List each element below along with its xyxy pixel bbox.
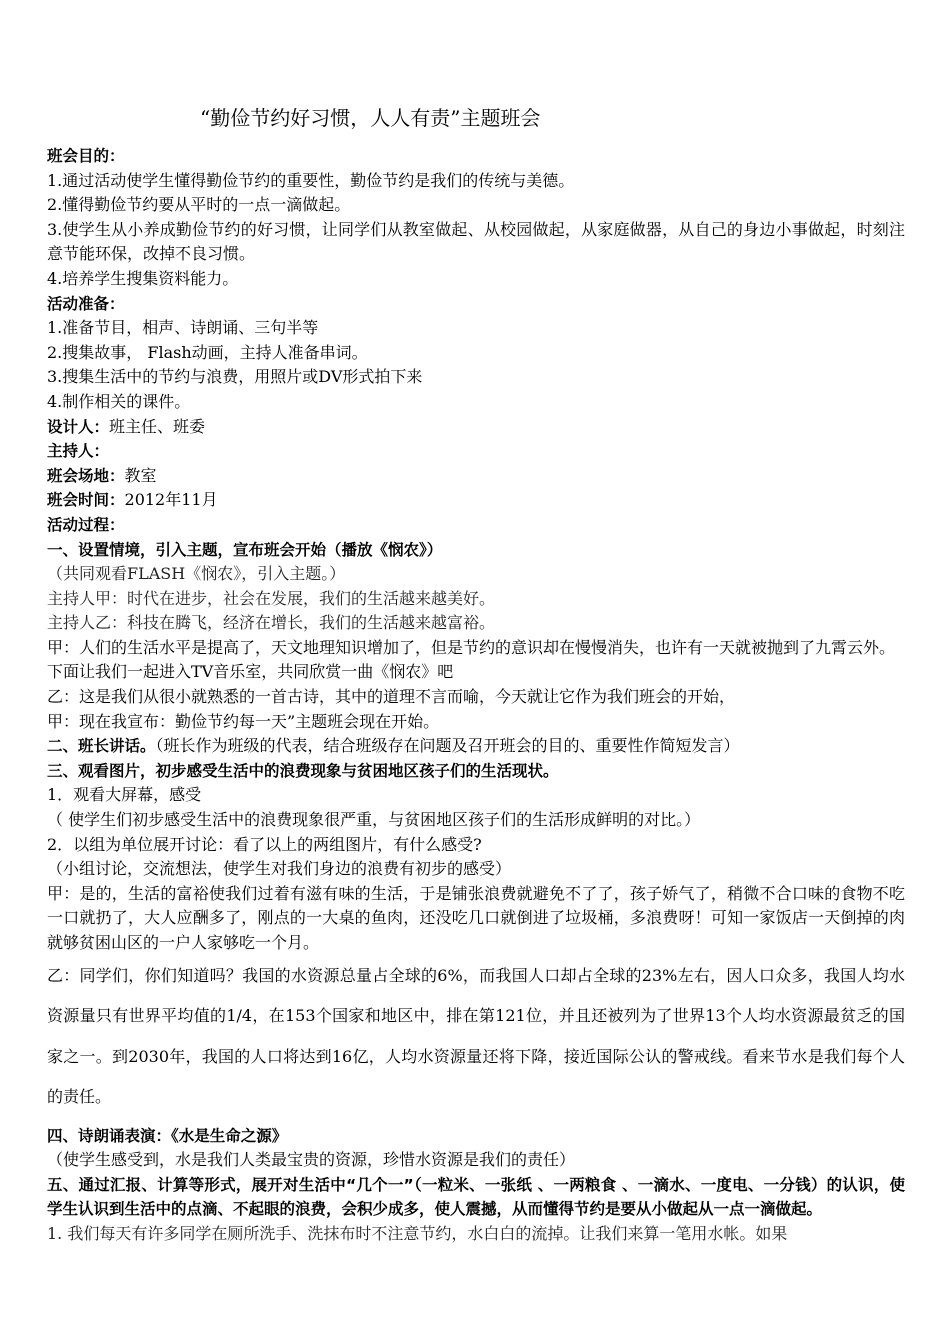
prep-item: 1.准备节目，相声、诗朗诵、三句半等 — [47, 318, 319, 338]
section5-line: 1. 我们每天有许多同学在厕所洗手、洗抹布时不注意节约，水白白的流掉。让我们来算一笔用水帐。如果 — [47, 1223, 788, 1243]
host-label: 主持人： — [47, 442, 110, 461]
venue-value: 教室 — [124, 465, 157, 485]
section1-line: 主持人甲：时代在进步，社会在发展，我们的生活越来越美好。 — [47, 588, 496, 608]
designer-row — [47, 415, 905, 440]
time-label: 班会时间： — [47, 491, 125, 510]
purpose-item: 3.使学生从小养成勤俭节约的好习惯，让同学们从教室做起、从校园做起，从家庭做器，从自己的身边小事做起，时刻注意节能环保，改掉不良习惯。 — [47, 219, 905, 264]
section4-note: （使学生感受到，水是我们人类最宝贵的资源，珍惜水资源是我们的责任） — [47, 1150, 576, 1170]
purpose-item: 4.培养学生搜集资料能力。 — [47, 268, 239, 288]
section3-line: （ 使学生们初步感受生活中的浪费现象很严重，与贫困地区孩子们的生活形成鲜明的对比。） — [47, 810, 701, 830]
section1-line: 甲：现在我宣布：勤俭节约每一天”主题班会现在开始。 — [47, 711, 440, 731]
section3-line: 甲：是的，生活的富裕使我们过着有滋有味的生活，于是铺张浪费就避免不了了，孩子娇气了，稍微不合口味的食物不吃一口就扔了，大人应酬多了，刚点的一大桌的鱼肉，还没吃几口就倒进了垃圾桶，多浪费呀！可知一家饭店一天倒掉的肉就够贫困山区的一户人家够吃一个月。 — [47, 883, 905, 952]
time-value: 2012年11月 — [124, 490, 218, 510]
section3-line: （小组讨论，交流想法，使学生对我们身边的浪费有初步的感受） — [47, 859, 512, 879]
process-label: 活动过程： — [47, 515, 125, 534]
purpose-item: 1.通过活动使学生懂得勤俭节约的重要性，勤俭节约是我们的传统与美德。 — [47, 170, 575, 190]
section4-heading: 四、诗朗诵表演：《水是生命之源》 — [47, 1126, 288, 1145]
document-title: “勤俭节约好习惯，人人有责”主题班会 — [200, 106, 541, 130]
designer-label: 设计人： — [47, 417, 110, 436]
section1-line: 主持人乙：科技在腾飞，经济在增长，我们的生活越来越富裕。 — [47, 613, 496, 633]
purpose-heading: 班会目的： — [47, 147, 125, 165]
section3-line: 乙：同学们，你们知道吗？我国的水资源总量占全球的6%，而我国人口却占全球的23%左右，因人口众多，我国人均水资源量只有世界平均值的1/4，在153个国家和地区中，排在第121位，并且还被列为了世界13个人均水资源最贫乏的国家之一。到2030年，我国的人口将达到16亿，人均水资源量还将下降，接近国际公认的警戒线。看来节水是我们每个人的责任。 — [47, 965, 905, 1107]
section1-line: 甲：人们的生活水平是提高了，天文地理知识增加了，但是节约的意识却在慢慢消失，也许有一天就被抛到了九霄云外。 — [47, 637, 896, 657]
section2-heading: 二、班长讲话。 — [47, 737, 156, 756]
prep-heading: 活动准备： — [47, 294, 125, 313]
time-row — [47, 488, 905, 513]
section2-row — [47, 734, 905, 759]
prep-item: 2.搜集故事， Flash动画，主持人准备串词。 — [47, 342, 368, 362]
section1-line: （共同观看FLASH《悯农》，引入主题。） — [47, 564, 346, 584]
prep-item: 4.制作相关的课件。 — [47, 391, 191, 411]
venue-row — [47, 464, 905, 489]
purpose-item: 2.懂得勤俭节约要从平时的一点一滴做起。 — [47, 195, 351, 215]
venue-label: 班会场地： — [47, 466, 125, 485]
document-body — [47, 144, 905, 1247]
section1-heading: 一、设置情境，引入主题，宣布班会开始（播放《悯农》） — [47, 540, 443, 559]
section1-line: 乙：这是我们从很小就熟悉的一首古诗，其中的道理不言而喻，今天就让它作为我们班会的开始， — [47, 687, 736, 707]
section2-note: （班长作为班级的代表，结合班级存在问题及召开班会的目的、重要性作简短发言） — [155, 736, 740, 756]
designer-value: 班主任、班委 — [109, 416, 206, 436]
section1-line: 下面让我们一起进入TV音乐室，共同欣赏一曲《悯农》吧 — [47, 662, 454, 682]
section3-heading: 三、观看图片，初步感受生活中的浪费现象与贫困地区孩子们的生活现状。 — [47, 761, 559, 780]
section3-line: 2．以组为单位展开讨论：看了以上的两组图片，有什么感受? — [47, 834, 482, 854]
prep-item: 3.搜集生活中的节约与浪费，用照片或DV形式拍下来 — [47, 367, 423, 387]
section5-heading: 五、通过汇报、计算等形式，展开对生活中“几个一”（一粒米、一张纸 、一两粮食 、一滴水、一度电、一分钱）的认识，使学生认识到生活中的点滴、不起眼的浪费，会积少成多，使人震撼，从而懂得节约是要从小做起从一点一滴做起。 — [47, 1175, 905, 1219]
section3-line: 1．观看大屏幕，感受 — [47, 785, 202, 805]
